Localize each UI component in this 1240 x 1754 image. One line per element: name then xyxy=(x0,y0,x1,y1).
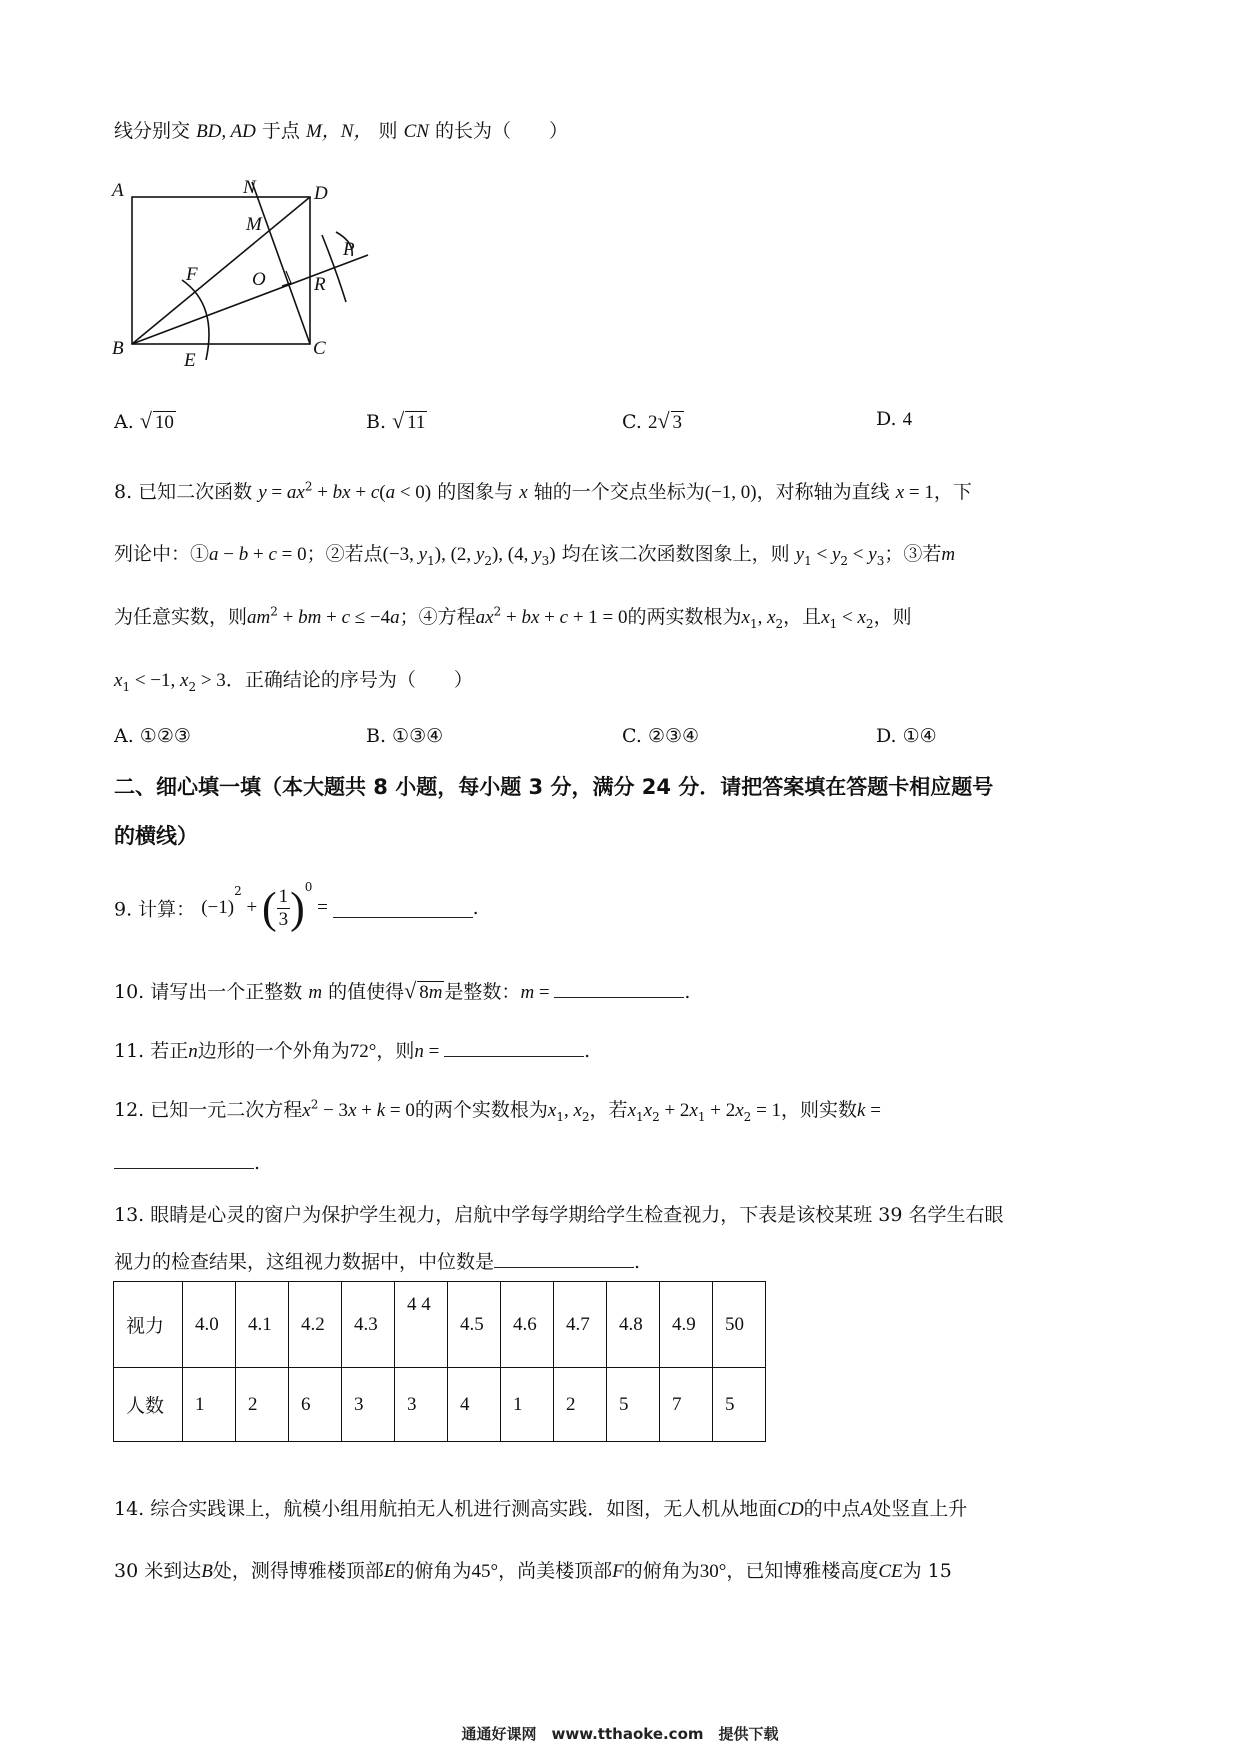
table-cell: 2 xyxy=(236,1368,289,1442)
q12-answer-line: . xyxy=(114,1150,260,1174)
section-2-heading-cont: 的横线） xyxy=(114,824,198,848)
table-cell: 5 xyxy=(607,1368,660,1442)
q7-option-c: C. 2√ 3 xyxy=(622,408,683,433)
section-2-heading: 二、细心填一填（本大题共 8 小题，每小题 3 分，满分 24 分．请把答案填在答题卡相应题号 xyxy=(114,775,994,799)
q9: 9. 计算： $(-1)^2$ + ( $\frac{1}{3}$ )$^0$ = . xyxy=(114,880,479,933)
label-c: C xyxy=(313,338,326,359)
label-e: E xyxy=(184,350,196,370)
q8-option-a: A. ①②③ xyxy=(114,725,191,747)
table-cell: 4.1 xyxy=(236,1282,289,1368)
table-cell: 4.2 xyxy=(289,1282,342,1368)
table-cell: 3 xyxy=(395,1368,448,1442)
table-header-vision: 视力 xyxy=(114,1282,183,1368)
table-row-count xyxy=(114,1368,766,1442)
table-cell: 7 xyxy=(660,1368,713,1442)
label-p: P xyxy=(343,239,355,260)
table-cell: 4.3 xyxy=(342,1282,395,1368)
q14-line-1: 14. 综合实践课上，航模小组用航拍无人机进行测高实践．如图，无人机从地面CD的中点A处竖直上升 xyxy=(114,1498,968,1520)
q11-answer-blank[interactable] xyxy=(444,1038,584,1057)
vision-table xyxy=(113,1281,766,1442)
q7-option-b: B. √ 11 xyxy=(366,408,426,433)
q11: 11. 若正n边形的一个外角为72°，则n = . xyxy=(114,1040,591,1062)
table-cell: 1 xyxy=(183,1368,236,1442)
label-m: M xyxy=(246,214,262,235)
q12: 12. 已知一元二次方程$x^2 - 3x + k = 0$的两个实数根为$x_1$, $x_2$，若$x_1x_2 + 2x_1 + 2x_2 = 1$，则实数k = xyxy=(114,1097,881,1124)
table-cell: 4.5 xyxy=(448,1282,501,1368)
label-a: A xyxy=(112,180,124,201)
table-row-vision xyxy=(114,1282,766,1368)
q7-option-d: D. 4 xyxy=(876,408,913,430)
bisector-bp xyxy=(132,255,368,344)
q7-geometry-figure xyxy=(100,170,390,370)
table-cell: 4.9 xyxy=(660,1282,713,1368)
q7-option-a: A. √ 10 xyxy=(114,408,174,433)
table-cell: 4.6 xyxy=(501,1282,554,1368)
table-cell: 4.7 xyxy=(554,1282,607,1368)
table-cell: 4.8 xyxy=(607,1282,660,1368)
q12-answer-blank[interactable] xyxy=(114,1150,254,1169)
page-footer: 通通好课网 www.tthaoke.com 提供下载 xyxy=(461,1725,779,1743)
line-nc xyxy=(252,182,310,344)
table-cell: 4 4 xyxy=(395,1282,448,1368)
q8-line-4: $x_1 < -1$, $x_2 > 3$．正确结论的序号为（ ） xyxy=(114,669,473,694)
q10: 10. 请写出一个正整数 m 的值使得√ 8m 是整数：m = . xyxy=(114,978,691,1003)
q10-answer-blank[interactable] xyxy=(554,979,684,998)
q13-answer-blank[interactable] xyxy=(494,1249,634,1268)
table-cell: 4.0 xyxy=(183,1282,236,1368)
table-header-count: 人数 xyxy=(114,1368,183,1442)
q8-line-1: 8. 已知二次函数 $y = ax^2$ + bx + c(a < 0) 的图象与 x 轴的一个交点坐标为(−1, 0)，对称轴为直线 x = 1，下 xyxy=(114,479,972,503)
q8-option-c: C. ②③④ xyxy=(622,725,700,747)
table-cell: 5 xyxy=(713,1368,766,1442)
q8-option-b: B. ①③④ xyxy=(366,725,444,747)
q9-answer-blank[interactable] xyxy=(333,899,473,918)
q8-line-2: 列论中：①a − b + c = 0；②若点(−3, $y_1$), (2, $y_2$), (4, $y_3$) 均在该二次函数图象上，则 $y_1 < y_2 < y_3$；③若m xyxy=(114,543,956,568)
q14-line-2: 30 米到达B处，测得博雅楼顶部E的俯角为45°，尚美楼顶部F的俯角为30°，已知博雅楼高度CE为 15 xyxy=(114,1560,952,1582)
table-cell: 4 xyxy=(448,1368,501,1442)
q13-line-2: 视力的检查结果，这组视力数据中，中位数是 . xyxy=(114,1251,641,1273)
table-cell: 2 xyxy=(554,1368,607,1442)
q13-line-1: 13. 眼睛是心灵的窗户为保护学生视力，启航中学每学期给学生检查视力，下表是该校某班 39 名学生右眼 xyxy=(114,1204,1004,1226)
q8-option-d: D. ①④ xyxy=(876,725,937,747)
label-d: D xyxy=(314,183,328,204)
q7-stem: 线分别交 BD, AD 于点 M，N， 则 CN 的长为（ ） xyxy=(114,120,569,142)
label-b: B xyxy=(112,338,124,359)
label-r: R xyxy=(314,274,326,295)
label-n: N xyxy=(243,177,256,198)
table-cell: 6 xyxy=(289,1368,342,1442)
label-f: F xyxy=(186,264,198,285)
q8-line-3: 为任意实数，则$am^2$ + bm + c ≤ −4a；④方程$ax^2$ + bx + c + 1 = 0的两实数根为$x_1$, $x_2$，且$x_1 < x_2$，则 xyxy=(114,604,912,631)
label-o: O xyxy=(252,269,266,290)
table-cell: 50 xyxy=(713,1282,766,1368)
table-cell: 1 xyxy=(501,1368,554,1442)
table-cell: 3 xyxy=(342,1368,395,1442)
